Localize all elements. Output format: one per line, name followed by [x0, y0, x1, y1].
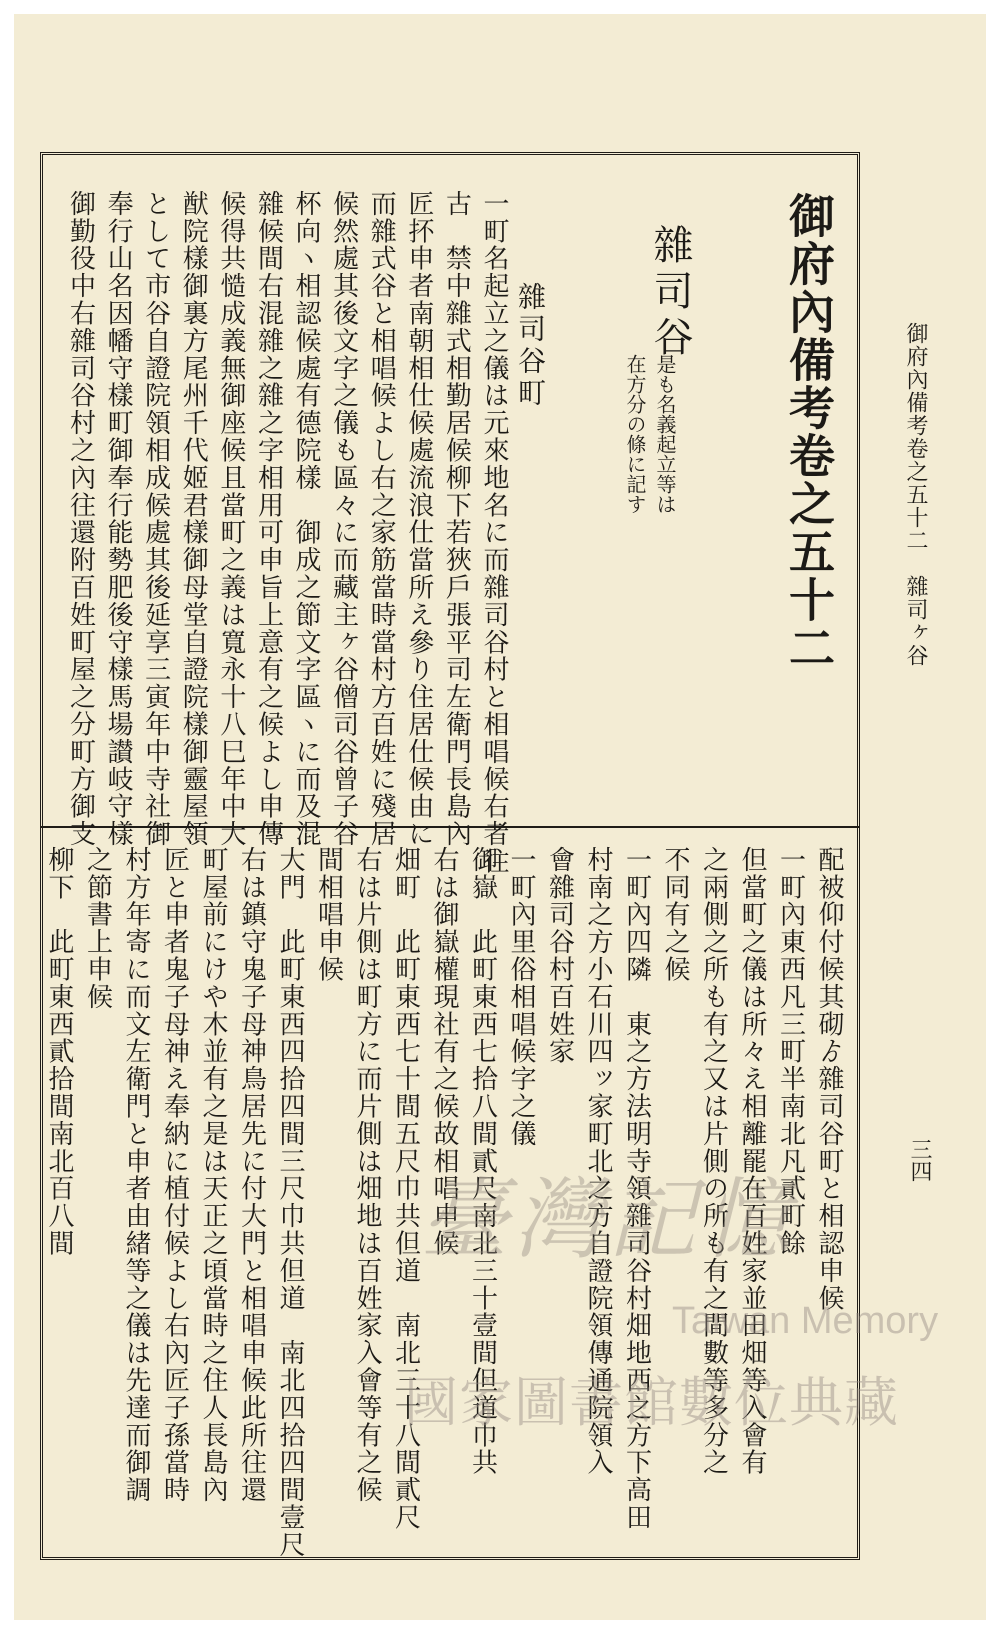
text-line: 一町名起立之儀は元來地名に而雜司谷村と相唱候右者往	[479, 190, 509, 875]
subsection-title: 雜司谷町	[514, 282, 547, 410]
text-line: 猷院樣御裏方尾州千代姬君樣御母堂自證院樣御靈屋領	[178, 190, 209, 848]
text-line: 古 禁中雜式相勤居候柳下若狹戶張平司左衛門長島內	[441, 190, 472, 848]
text-line: 奉行山名因幡守樣町御奉行能勢肥後守樣馬場讃岐守樣	[103, 190, 134, 848]
text-line: 不同有之候	[660, 846, 690, 983]
section-note	[620, 354, 680, 514]
upper-body-text	[58, 190, 512, 875]
text-line: 村方年寄に而文左衛門と申者由緒等之儀は先達而御調	[121, 846, 151, 1504]
text-line: 會雜司谷村百姓家	[544, 846, 575, 1066]
main-title: 御府內備考卷之五十二	[782, 192, 836, 672]
text-line: 候然處其後文字之儀も區々に而藏主ヶ谷僧司谷曾子谷	[328, 190, 359, 848]
text-line: 雜候間右混雜之雜之字相用可申旨上意有之候よし申傳	[253, 190, 284, 848]
watermark-latin: Taiwan Memory	[672, 1300, 939, 1342]
text-line: 大門 此町東西四拾四間三尺巾共但道 南北四拾四間壹尺	[275, 846, 305, 1559]
text-line: 畑町 此町東西七十間五尺巾共但道 南北三十八間貳尺	[390, 846, 421, 1531]
watermark-script: 臺灣記憶	[420, 1168, 797, 1271]
text-line: 御勤役中右雜司谷村之內往還附百姓町屋之分町方御支	[65, 190, 96, 848]
text-line: 但當町之儀は所々え相離罷在百姓家並田畑等入會有	[737, 846, 767, 1477]
text-line: 右は御嶽權現社有之候故相唱申候	[429, 846, 459, 1257]
watermark-chinese: 國家圖書館數位典藏	[404, 1371, 899, 1434]
text-line: 杯向ヽ相認候處有德院樣 御成之節文字區ヽに而及混	[291, 190, 322, 848]
text-line: 匠抔申者南朝相仕候處流浪仕當所え參り住居仕候由に	[403, 190, 434, 848]
text-line: 柳下 此町東西貳拾間南北百八間	[44, 846, 74, 1257]
section-title: 雜司谷	[647, 224, 693, 362]
text-line: 御嶽 此町東西七拾八間貳尺南北三十壹間但道巾共	[467, 846, 498, 1477]
text-line: として市谷自證院領相成候處其後延享三寅年中寺社御	[140, 190, 171, 848]
text-line: 候得共慥成義無御座候且當町之義は寬永十八巳年中大	[215, 190, 246, 848]
section-note-line: 是も名義起立等は	[653, 354, 677, 514]
text-line: 一町內里俗相唱候字之儀	[506, 846, 536, 1148]
text-line: 一町內四隣 東之方法明寺領雜司谷村畑地西之方下高田	[621, 846, 652, 1531]
text-line: 村南之方小石川四ッ家町北之方自證院領傳通院領入	[583, 846, 613, 1477]
text-line: 右は片側は町方に而片側は畑地は百姓家入會等有之候	[352, 846, 382, 1504]
running-head: 御府內備考卷之五十二 雜司ヶ谷	[903, 322, 928, 667]
page-number: 三四	[907, 1138, 932, 1182]
text-line: 間相唱申候	[313, 846, 344, 983]
text-line: 右は鎮守鬼子母神鳥居先に付大門と相唱申候此所往還	[236, 846, 267, 1504]
text-line: 之節書上申候	[82, 846, 113, 1011]
section-note-line: 在方分の條に記す	[623, 354, 647, 514]
text-line: 之兩側之所も有之又は片側の所も有之間數等多分之	[698, 846, 729, 1477]
text-line: 一町內東西凡三町半南北凡貳町餘	[775, 846, 806, 1257]
text-line: 町屋前にけや木並有之是は天正之頃當時之住人長島內	[198, 846, 228, 1504]
text-line: 配被仰付候其砌ゟ雜司谷町と相認申候	[814, 846, 844, 1312]
text-line: 匠と申者鬼子母神え奉納に植付候よし右內匠子孫當時	[159, 846, 190, 1504]
text-line: 而雜式谷と相唱候よし右之家筋當時當村方百姓に殘居	[366, 190, 397, 848]
